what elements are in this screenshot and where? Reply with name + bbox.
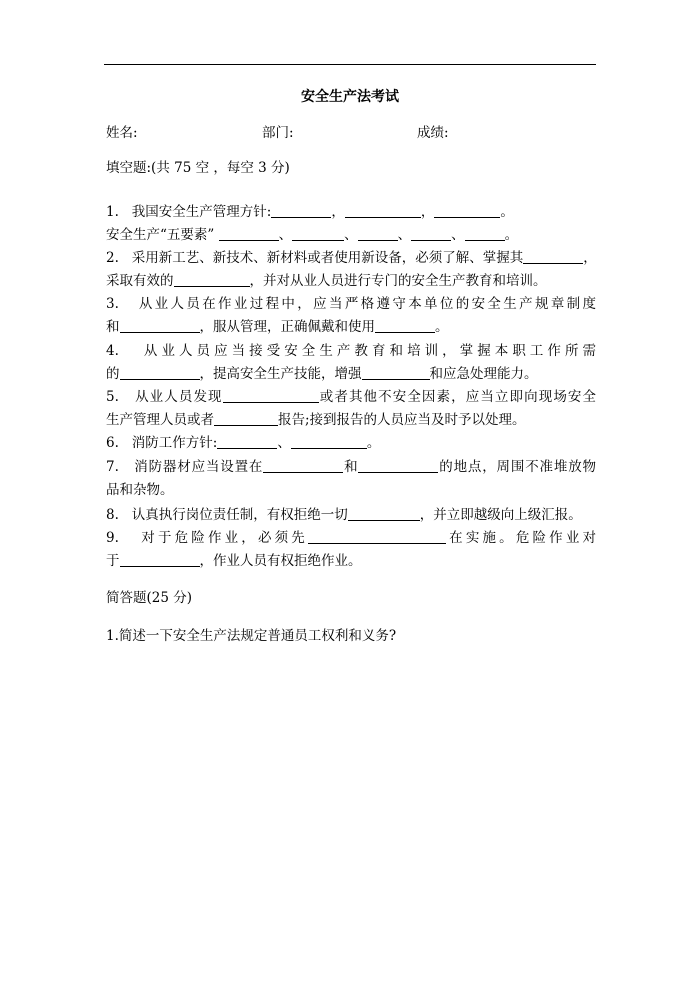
answer-blank[interactable] bbox=[219, 226, 279, 241]
question-text: 报告;接到报告的人员应当及时予以处理。 bbox=[278, 412, 526, 428]
question-8 bbox=[106, 505, 582, 525]
question-text: ，服从管理，正确佩戴和使用 bbox=[199, 319, 375, 335]
answer-blank[interactable] bbox=[120, 318, 200, 333]
separator: 、 bbox=[397, 227, 412, 243]
separator: 、 bbox=[451, 227, 465, 243]
question-text: 和 bbox=[106, 319, 120, 335]
question-number: 4. bbox=[106, 343, 119, 359]
question-text: 采用新工艺、新技术、新材料或者使用新设备，必须了解、掌握其 bbox=[131, 250, 524, 266]
question-text: ，并立即越级向上级汇报。 bbox=[419, 507, 582, 523]
question-text: 消防器材应当设置在 bbox=[134, 459, 264, 475]
question-text: 采取有效的 bbox=[106, 273, 174, 289]
answer-blank[interactable] bbox=[411, 226, 451, 241]
separator: ， bbox=[331, 204, 345, 220]
answer-blank[interactable] bbox=[345, 203, 421, 218]
answer-blank[interactable] bbox=[223, 388, 319, 403]
question-7-line-2: 品和杂物。 bbox=[106, 482, 174, 498]
section-short-answer-heading: 简答题(25 分) bbox=[106, 590, 193, 606]
separator: 。 bbox=[435, 319, 449, 335]
answer-blank[interactable] bbox=[308, 529, 446, 544]
question-9-line-2 bbox=[106, 551, 362, 571]
answer-blank[interactable] bbox=[271, 203, 331, 218]
question-text: 安全生产“五要素” bbox=[106, 227, 215, 243]
question-text: 在实施。危险作业对 bbox=[445, 530, 597, 546]
separator: 。 bbox=[504, 227, 519, 243]
department-label: 部门: bbox=[262, 125, 294, 141]
question-1 bbox=[106, 202, 514, 222]
question-text: 和应急处理能力。 bbox=[429, 366, 538, 382]
short-answer-question-1: 1.简述一下安全生产法规定普通员工权利和义务? bbox=[106, 628, 397, 644]
question-number: 2. bbox=[106, 250, 119, 266]
separator: 、 bbox=[344, 227, 358, 243]
answer-blank[interactable] bbox=[214, 411, 278, 426]
answer-blank[interactable] bbox=[362, 365, 430, 380]
answer-blank[interactable] bbox=[292, 226, 344, 241]
separator: 。 bbox=[500, 204, 514, 220]
question-text: 对于危险作业，必须先 bbox=[141, 530, 308, 546]
question-5-line-2 bbox=[106, 410, 526, 430]
question-5-line-1 bbox=[106, 387, 596, 407]
question-number: 8. bbox=[106, 507, 119, 523]
section-fill-in-heading: 填空题:(共 75 空 ，每空 3 分) bbox=[106, 160, 290, 176]
question-text: 于 bbox=[106, 553, 120, 569]
header-rule bbox=[104, 64, 596, 65]
question-3-line-2 bbox=[106, 317, 449, 337]
answer-blank[interactable] bbox=[120, 365, 200, 380]
answer-blank[interactable] bbox=[358, 458, 438, 473]
separator: 。 bbox=[366, 435, 381, 451]
separator: 、 bbox=[278, 227, 293, 243]
answer-blank[interactable] bbox=[375, 318, 435, 333]
question-number: 1. bbox=[106, 204, 119, 220]
question-4-line-1 bbox=[106, 341, 596, 361]
answer-blank[interactable] bbox=[434, 203, 500, 218]
answer-blank[interactable] bbox=[217, 434, 277, 449]
answer-blank[interactable] bbox=[263, 458, 343, 473]
question-text: ，并对从业人员进行专门的安全生产教育和培训。 bbox=[249, 273, 547, 289]
answer-blank[interactable] bbox=[174, 272, 250, 287]
question-text: 的地点，周围不准堆放物 bbox=[438, 459, 597, 475]
answer-blank[interactable] bbox=[523, 249, 583, 264]
question-1-five-elements bbox=[106, 225, 518, 245]
question-2-line-2 bbox=[106, 271, 547, 291]
separator: ， bbox=[583, 250, 597, 266]
question-4-line-2 bbox=[106, 364, 538, 384]
question-text: ，作业人员有权拒绝作业。 bbox=[199, 553, 362, 569]
question-3-line-1 bbox=[106, 294, 596, 314]
answer-blank[interactable] bbox=[120, 552, 200, 567]
score-label: 成绩: bbox=[417, 125, 449, 141]
question-9-line-1 bbox=[106, 528, 596, 548]
question-number: 6. bbox=[106, 435, 119, 451]
question-text: 我国安全生产管理方针: bbox=[131, 204, 272, 220]
question-text: 认真执行岗位责任制，有权拒绝一切 bbox=[131, 507, 348, 523]
question-text: 的 bbox=[106, 366, 120, 382]
answer-blank[interactable] bbox=[465, 226, 505, 241]
answer-blank[interactable] bbox=[358, 226, 398, 241]
separator: 、 bbox=[277, 435, 291, 451]
question-number: 3. bbox=[106, 296, 119, 312]
question-text: 从业人员发现 bbox=[135, 389, 223, 405]
question-text: 从业人员在作业过程中，应当严格遵守本单位的安全生产规章制度 bbox=[138, 296, 597, 312]
answer-blank[interactable] bbox=[291, 434, 367, 449]
question-number: 9. bbox=[106, 530, 119, 546]
question-6 bbox=[106, 433, 380, 453]
question-number: 5. bbox=[106, 389, 119, 405]
question-text: 或者其他不安全因素，应当立即向现场安全 bbox=[318, 389, 597, 405]
answer-blank[interactable] bbox=[348, 506, 420, 521]
separator: ， bbox=[420, 204, 435, 220]
question-text: 和 bbox=[343, 459, 359, 475]
question-text: 从业人员应当接受安全生产教育和培训，掌握本职工作所需 bbox=[143, 343, 597, 359]
question-text: ，提高安全生产技能，增强 bbox=[199, 366, 362, 382]
question-7-line-1 bbox=[106, 457, 596, 477]
question-2-line-1 bbox=[106, 248, 596, 268]
name-label: 姓名: bbox=[106, 125, 138, 141]
question-text: 生产管理人员或者 bbox=[106, 412, 214, 428]
exam-title: 安全生产法考试 bbox=[301, 89, 399, 105]
question-text: 消防工作方针: bbox=[131, 435, 218, 451]
question-number: 7. bbox=[106, 459, 119, 475]
